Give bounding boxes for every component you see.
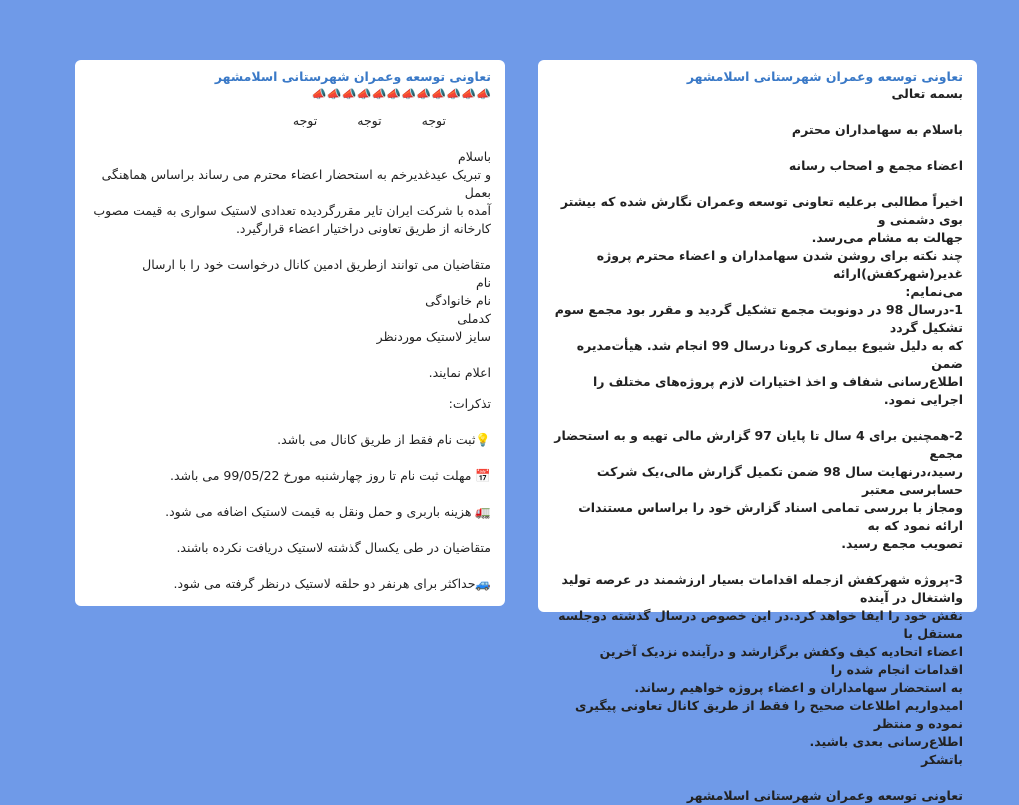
audience-line: اعضاء مجمع و اصحاب رسانه <box>788 158 963 173</box>
attention-text: توجه <box>421 113 446 128</box>
field-item: نام خانوادگی <box>425 293 491 308</box>
body-line: کارخانه از طریق تعاونی دراختیار اعضاء قرارگیرد. <box>235 221 491 236</box>
channel-title[interactable]: تعاونی توسعه وعمران شهرستانی اسلامشهر <box>686 69 963 84</box>
note-item: متقاضیان در طی یکسال گذشته لاستیک دریافت نکرده باشند. <box>176 540 491 555</box>
intro-line: جهالت به مشام می‌رسد. <box>811 230 963 245</box>
intro-line: اخیراً مطالبی برعلیه تعاونی توسعه وعمران نگارش شده که بیشتر بوی دشمنی و <box>560 194 963 227</box>
field-item: نام <box>475 275 491 290</box>
point-line: 3-پروژه شهرکفش ازجمله اقدامات بسیار ارزشمند در عرصه تولید واشتغال در آینده <box>561 572 963 605</box>
megaphone-icon-row: 📣📣📣📣📣📣📣📣📣📣📣📣 <box>311 87 491 101</box>
attention-row <box>87 112 491 130</box>
field-item: سایز لاستیک موردنظر <box>376 329 491 344</box>
point-line: اطلاع‌رسانی بعدی باشید. <box>809 734 963 749</box>
message-card-left <box>75 60 505 606</box>
signature: تعاونی توسعه وعمران شهرستانی اسلامشهر <box>686 788 963 803</box>
point-line: باتشکر <box>921 752 963 767</box>
body-line: و تبریک عیدغدیرخم به استحضار اعضاء محترم می رساند براساس هماهنگی بعمل <box>101 167 491 200</box>
applicants-line: متقاضیان می توانند ازطریق ادمین کانال درخواست خود را با ارسال <box>142 257 491 272</box>
greeting: باسلام <box>458 149 491 164</box>
point-line: اطلاع‌رسانی شفاف و اخذ اختیارات لازم پروژه‌های مختلف را اجرایی نمود. <box>592 374 963 407</box>
point-line: رسید،درنهایت سال 98 ضمن تکمیل گزارش مالی،یک شرکت حسابرسی معتبر <box>596 464 963 497</box>
attention-text: توجه <box>292 113 318 128</box>
note-item: 💡ثبت نام فقط از طریق کانال می باشد. <box>277 432 491 447</box>
point-line: 1-درسال 98 در دونوبت مجمع تشکیل گردید و مقرر بود مجمع سوم تشکیل گردد <box>554 302 963 335</box>
field-item: کدملی <box>457 311 491 326</box>
note-item: 📅 مهلت ثبت نام تا روز چهارشنبه مورخ 99/05/22 می باشد. <box>170 468 491 483</box>
channel-title[interactable]: تعاونی توسعه وعمران شهرستانی اسلامشهر <box>214 69 491 84</box>
basmala: بسمه تعالی <box>891 86 963 101</box>
note-item: 🚙حداکثر برای هرنفر دو حلقه لاستیک درنظر گرفته می شود. <box>173 576 491 591</box>
notes-title: تذکرات: <box>448 396 491 411</box>
point-line: امیدواریم اطلاعات صحیح را فقط از طریق کانال تعاونی پیگیری نموده و منتظر <box>575 698 963 731</box>
point-line: 2-همچنین برای 4 سال تا پایان 97 گزارش مالی تهیه و به استحضار مجمع <box>554 428 963 461</box>
message-card-right <box>538 60 977 803</box>
point-line: اعضاء اتحادیه کیف وکفش برگزارشد و درآینده نزدیک آخرین اقدامات انجام شده را <box>599 644 963 677</box>
attention-text: توجه <box>357 113 382 128</box>
note-item: 🚛 هزینه باربری و حمل ونقل به قیمت لاستیک اضافه می شود. <box>165 504 491 519</box>
point-line: ومجاز با بررسی تمامی اسناد گزارش خود را براساس مستندات ارائه نمود که به <box>578 500 963 533</box>
point-line: تصویب مجمع رسید. <box>841 536 963 551</box>
intro-line: می‌نمایم: <box>905 284 963 299</box>
point-line: به استحضار سهامداران و اعضاء پروژه خواهیم رساند. <box>634 680 963 695</box>
salutation: باسلام به سهامداران محترم <box>791 122 963 137</box>
intro-line: چند نکته برای روشن شدن سهامداران و اعضاء محترم پروژه غدیر(شهرکفش)ارائه <box>596 248 963 281</box>
point-line: نقش خود را ایفا خواهد کرد.در این خصوص درسال گذشته دوجلسه مستقل با <box>558 608 963 641</box>
point-line: که به دلیل شیوع بیماری کرونا درسال 99 انجام شد. هیأت‌مدیره ضمن <box>576 338 963 371</box>
announce-line: اعلام نمایند. <box>428 365 491 380</box>
body-line: آمده با شرکت ایران تایر مقررگردیده تعدادی لاستیک سواری به قیمت مصوب <box>93 203 491 218</box>
